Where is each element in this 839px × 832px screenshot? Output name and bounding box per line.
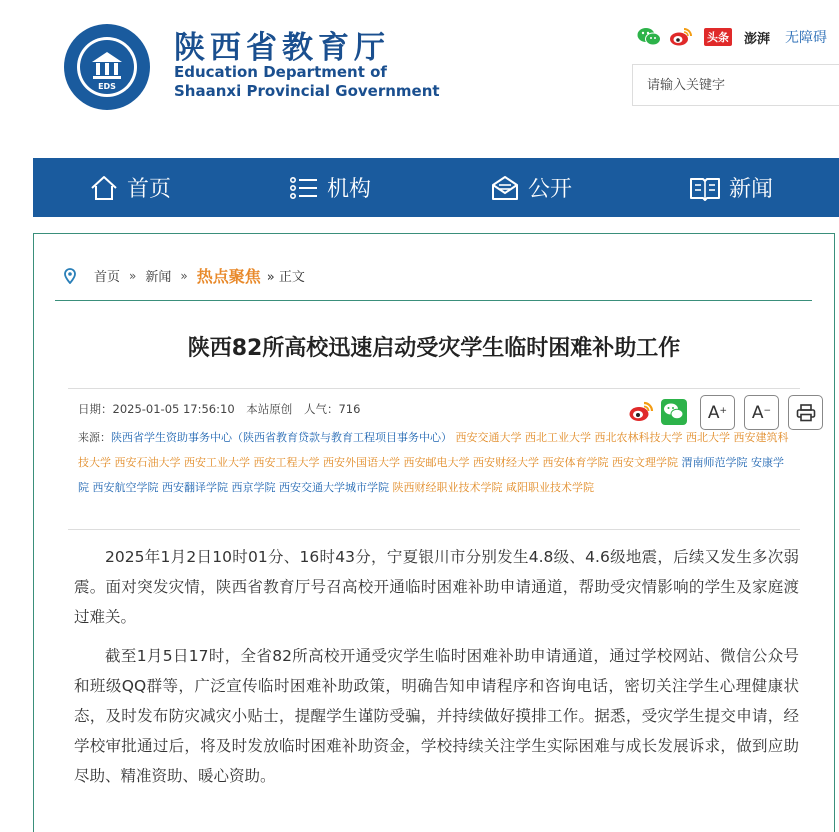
- breadcrumb-divider: [55, 300, 812, 301]
- breadcrumb-news[interactable]: 新闻: [145, 270, 172, 285]
- article-container: [33, 233, 835, 832]
- meta-date: 日期：2025-01-05 17:56:10: [78, 402, 235, 416]
- breadcrumb: [64, 264, 305, 287]
- pengpai-label: 澎湃: [744, 31, 771, 47]
- article-body: [74, 542, 799, 800]
- article-source: [78, 425, 793, 500]
- nav-item-home[interactable]: [89, 158, 171, 217]
- wechat-share-icon[interactable]: [661, 399, 687, 425]
- toutiao-label: 头条: [704, 28, 732, 46]
- article-paragraph-2: 截至1月5日17时，全省82所高校开通受灾学生临时困难补助申请通道，通过学校网站、微信公众号和班级QQ群等，广泛宣传临时困难补助政策，明确告知申请程序和咨询电话，密切关注学生心理健康状态，及时发布防灾减灾小贴士，提醒学生谨防受骗，并持续做好摸排工作。据悉，受灾学生提交申请，经学校审批通过后，将及时发放临时困难补助资金，学校持续关注学生实际困难与成长发展诉求，做到应助尽助、精准资助、暖心资助。: [74, 647, 799, 785]
- pengpai-icon[interactable]: [744, 26, 770, 48]
- font-increase-button[interactable]: A +: [700, 395, 735, 430]
- book-icon: [689, 175, 721, 201]
- breadcrumb-sep-1: »: [129, 268, 137, 283]
- breadcrumb-sep-2: »: [180, 268, 188, 283]
- site-title-en: [174, 63, 440, 101]
- font-increase-label: A: [707, 402, 720, 423]
- print-button[interactable]: [788, 395, 823, 430]
- breadcrumb-current: » 正文: [266, 270, 305, 285]
- weibo-icon[interactable]: [669, 26, 693, 48]
- site-logo[interactable]: [62, 22, 152, 112]
- search-box: [632, 64, 839, 106]
- list-icon: [289, 175, 319, 201]
- source-orgs-2[interactable]: 陕西财经职业技术学院 咸阳职业技术学院: [392, 481, 594, 494]
- source-label: 来源：: [78, 431, 111, 444]
- nav-label-news: 新闻: [729, 177, 774, 202]
- accessibility-link[interactable]: 无障碍: [785, 30, 827, 46]
- article-title: 陕西82所高校迅速启动受灾学生临时困难补助工作: [187, 336, 681, 361]
- site-header: [0, 0, 839, 158]
- weibo-share-icon[interactable]: [628, 399, 654, 425]
- breadcrumb-home[interactable]: 首页: [94, 270, 121, 285]
- meta-views: 人气：716: [303, 402, 361, 416]
- site-title-en-line1: Education Department of: [174, 63, 387, 81]
- article-meta: [68, 388, 800, 530]
- source-orgs[interactable]: 西安交通大学 西北工业大学 西北农林科技大学 西北大学 西安建筑科技大学 西安石油大学 西安工业大学 西安工程大学 西安外国语大学 西安邮电大学 西安财经大学 西安体育学院 西安文理学院: [78, 431, 789, 469]
- search-input[interactable]: [633, 65, 839, 105]
- breadcrumb-hot[interactable]: 热点聚焦: [196, 267, 261, 286]
- printer-icon: [796, 404, 816, 422]
- meta-origin: 本站原创: [246, 402, 293, 416]
- meta-line: [78, 401, 368, 417]
- nav-label-open: 公开: [528, 177, 573, 202]
- site-title-cn: 陕西省教育厅: [174, 30, 390, 66]
- nav-item-news[interactable]: [689, 158, 773, 217]
- nav-label-org: 机构: [327, 177, 372, 202]
- font-decrease-button[interactable]: A −: [744, 395, 779, 430]
- nav-item-open[interactable]: [490, 158, 572, 217]
- source-orgs-blue[interactable]: 渭南师范学院 安康学院 西安航空学院 西安翻译学院 西京学院 西安交通大学城市学院: [78, 456, 784, 494]
- mail-icon: [490, 174, 520, 202]
- site-title-en-line2: Shaanxi Provincial Government: [174, 82, 440, 100]
- share-icons: [628, 399, 694, 425]
- main-nav: [33, 158, 839, 217]
- source-main[interactable]: 陕西省学生资助事务中心（陕西省教育贷款与教育工程项目事务中心）: [111, 431, 452, 444]
- location-pin-icon: [64, 268, 76, 284]
- logo-text: EDS: [98, 82, 116, 91]
- nav-item-org[interactable]: [289, 158, 371, 217]
- article-paragraph-1: 2025年1月2日10时01分、16时43分，宁夏银川市分别发生4.8级、4.6级地震，后续又发生多次弱震。面对突发灾情，陕西省教育厅号召高校开通临时困难补助申请通道，帮助受灾情影响的学生及家庭渡过难关。: [74, 548, 799, 626]
- font-decrease-label: A: [751, 402, 764, 423]
- wechat-icon[interactable]: [637, 26, 661, 48]
- home-icon: [89, 174, 119, 202]
- nav-label-home: 首页: [127, 177, 172, 202]
- toutiao-icon[interactable]: [704, 26, 732, 48]
